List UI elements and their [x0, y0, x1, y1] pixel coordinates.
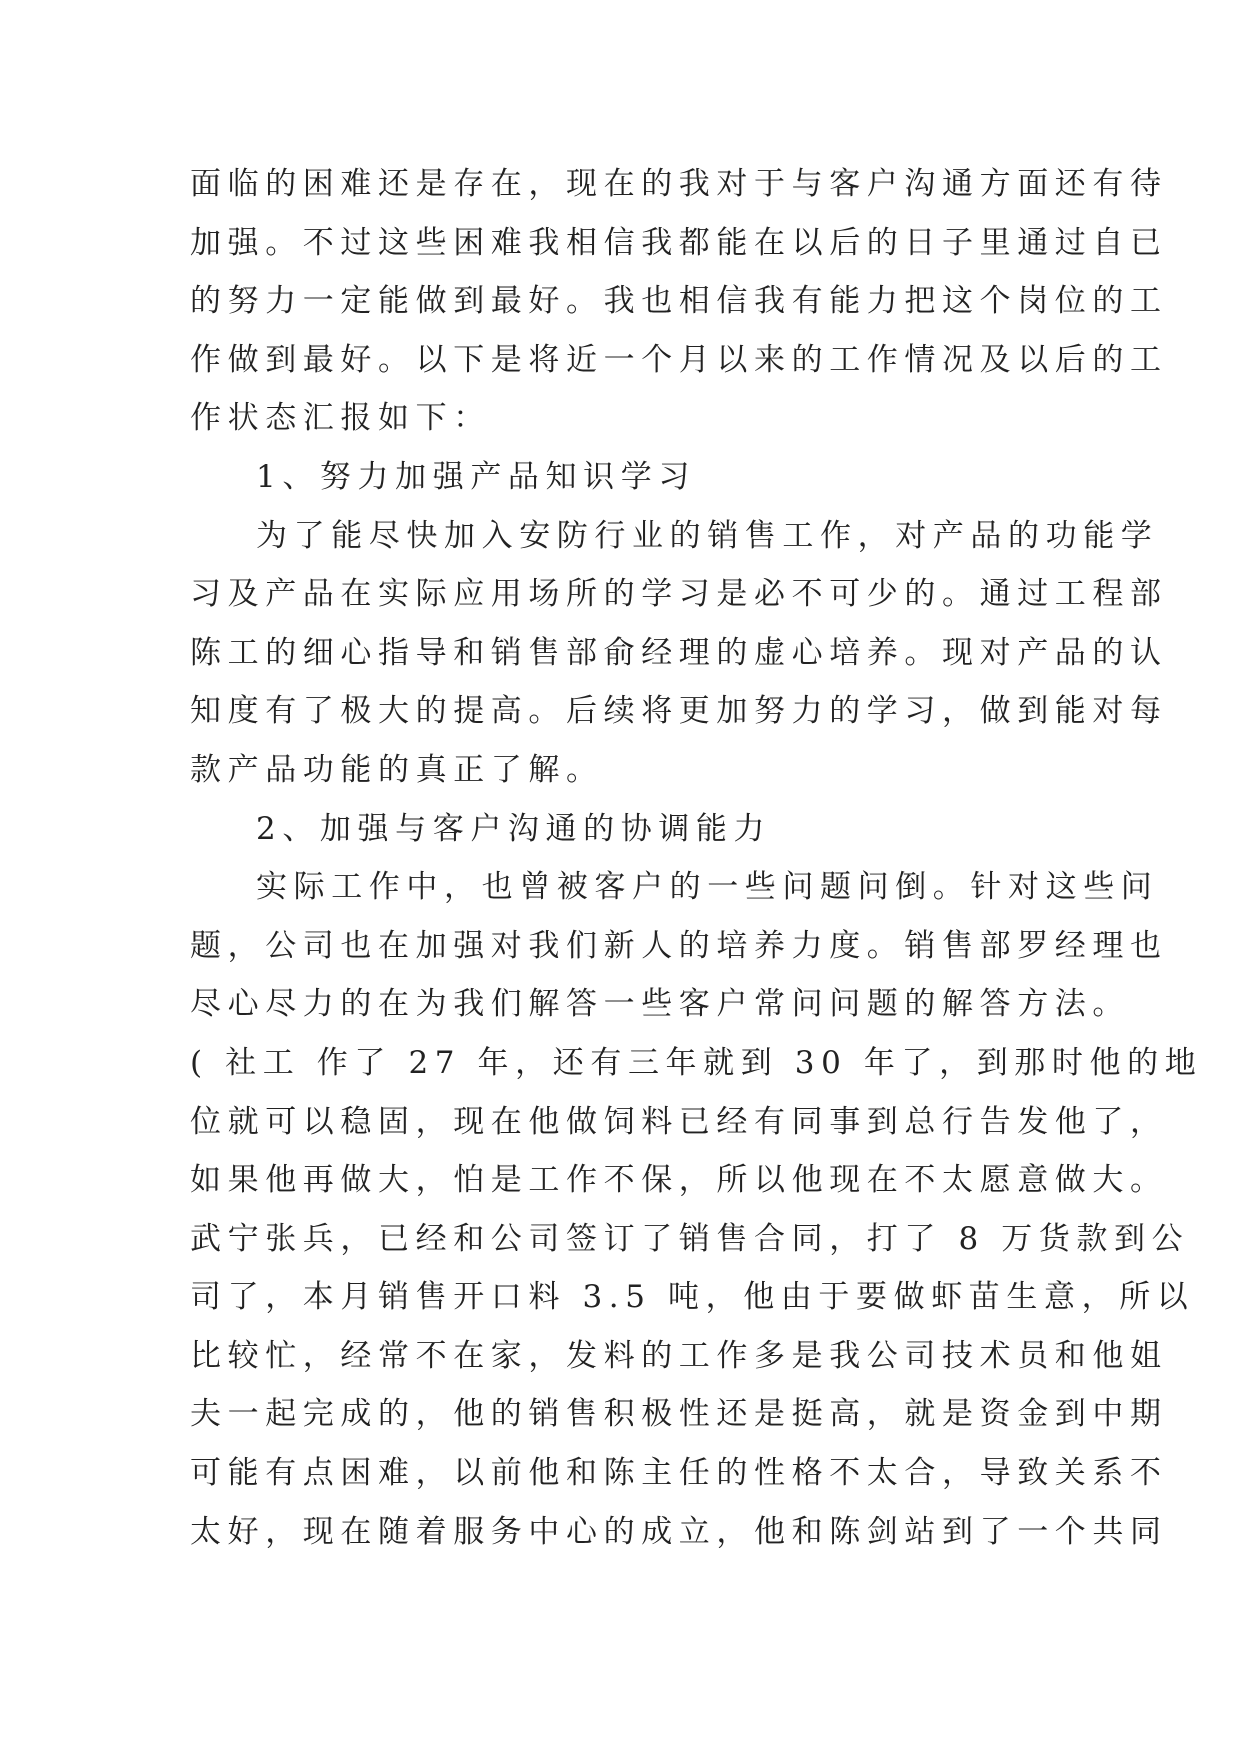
paragraph-line: 作状态汇报如下：	[190, 400, 491, 437]
paragraph-line: 太好，现在随着服务中心的成立，他和陈剑站到了一个共同	[190, 1513, 1168, 1550]
paragraph-line: 夫一起完成的，他的销售积极性还是挺高，就是资金到中期	[190, 1396, 1168, 1433]
paragraph-line: 面临的困难还是存在，现在的我对于与客户沟通方面还有待	[190, 166, 1168, 202]
paragraph-line: 尽心尽力的在为我们解答一些客户常问问题的解答方法。	[190, 986, 1130, 1023]
section-heading-1: 1、努力加强产品知识学习	[256, 458, 696, 495]
paragraph-line: 武宁张兵，已经和公司签订了销售合同，打了 8 万货款到公	[190, 1220, 1190, 1257]
paragraph-line: 为了能尽快加入安防行业的销售工作，对产品的功能学	[256, 517, 1159, 554]
paragraph-line: 题，公司也在加强对我们新人的培养力度。销售部罗经理也	[190, 927, 1168, 964]
paragraph-line: 实际工作中，也曾被客户的一些问题问倒。针对这些问	[256, 869, 1159, 906]
paragraph-line: 款产品功能的真正了解。	[190, 751, 604, 788]
paragraph-line: 位就可以稳固，现在他做饲料已经有同事到总行告发他了，	[190, 1103, 1168, 1140]
paragraph-line: 陈工的细心指导和销售部俞经理的虚心培养。现对产品的认	[190, 634, 1168, 671]
paragraph-line: 如果他再做大，怕是工作不保，所以他现在不太愿意做大。	[190, 1162, 1168, 1199]
paragraph-line: 司了，本月销售开口料 3.5 吨，他由于要做虾苗生意，所以	[190, 1279, 1195, 1316]
paragraph-line: 比较忙，经常不在家，发料的工作多是我公司技术员和他姐	[190, 1337, 1168, 1374]
paragraph-line: 知度有了极大的提高。后续将更加努力的学习，做到能对每	[190, 693, 1168, 730]
paragraph-line: 习及产品在实际应用场所的学习是必不可少的。通过工程部	[190, 576, 1168, 613]
section-heading-2: 2、加强与客户沟通的协调能力	[256, 810, 772, 847]
paragraph-line: 加强。不过这些困难我相信我都能在以后的日子里通过自已	[190, 224, 1168, 261]
document-body	[190, 155, 1203, 1561]
paragraph-line: ( 社工 作了 27 年，还有三年就到 30 年了，到那时他的地	[190, 1044, 1203, 1081]
paragraph-line: 可能有点困难，以前他和陈主任的性格不太合，导致关系不	[190, 1455, 1168, 1492]
paragraph-line: 作做到最好。以下是将近一个月以来的工作情况及以后的工	[190, 341, 1168, 378]
paragraph-line: 的努力一定能做到最好。我也相信我有能力把这个岗位的工	[190, 283, 1168, 320]
